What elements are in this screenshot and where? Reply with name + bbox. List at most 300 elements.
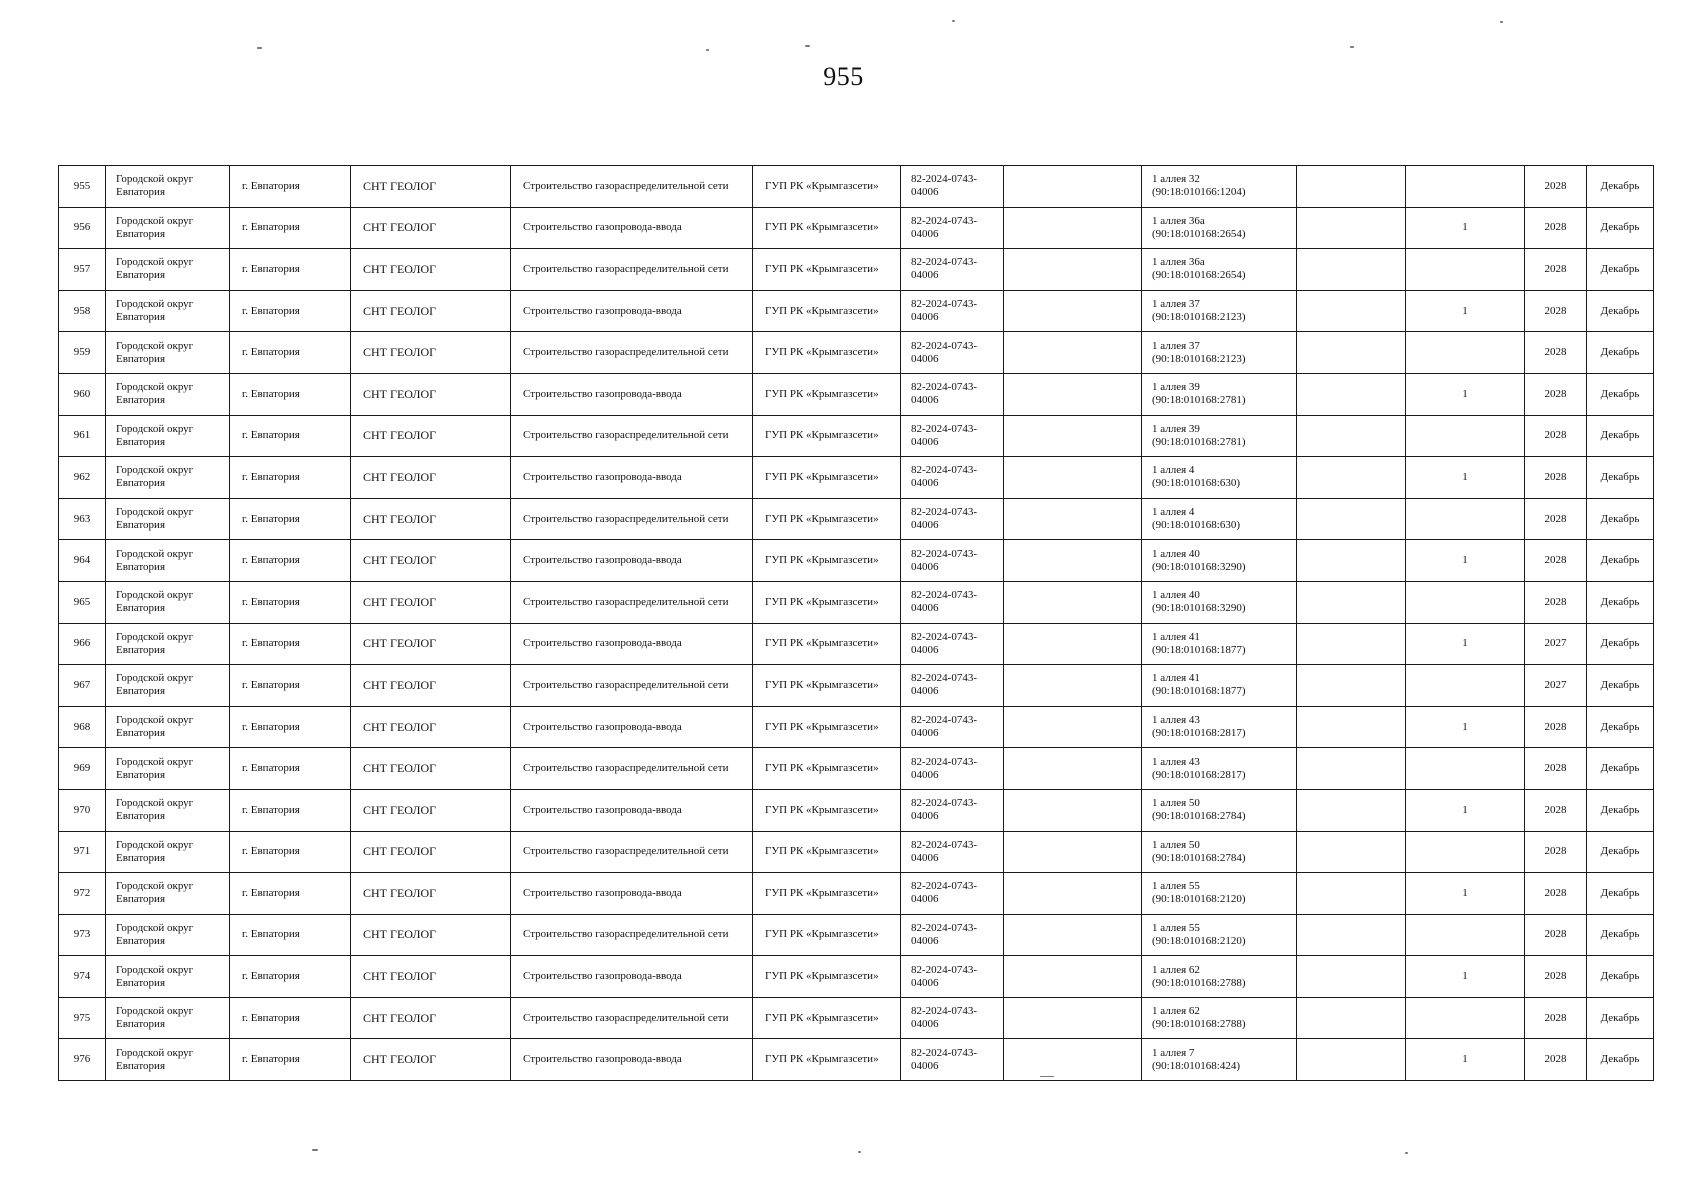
cell-work-type: Строительство газопровода-ввода [511, 540, 753, 582]
cell-work-type: Строительство газораспределительной сети [511, 415, 753, 457]
cell-city: г. Евпатория [230, 956, 351, 998]
cell-quantity: 1 [1406, 290, 1525, 332]
table-row [59, 873, 1654, 915]
cell-quantity: 1 [1406, 956, 1525, 998]
cell-work-type: Строительство газопровода-ввода [511, 623, 753, 665]
cell-address [1142, 623, 1297, 665]
cell-month: Декабрь [1587, 249, 1654, 291]
cell-empty [1004, 249, 1142, 291]
cell-number: 969 [59, 748, 106, 790]
cell-city: г. Евпатория [230, 332, 351, 374]
cell-year: 2028 [1525, 166, 1587, 208]
address-line: 1 аллея 50 [1152, 797, 1200, 810]
cell-empty [1004, 706, 1142, 748]
table-row [59, 166, 1654, 208]
cell-district: Городской округ Евпатория [106, 249, 230, 291]
cell-snt: СНТ ГЕОЛОГ [351, 581, 511, 623]
address-line: 1 аллея 36а [1152, 214, 1205, 227]
address-line: 1 аллея 39 [1152, 381, 1200, 394]
cell-program-code: 82-2024-0743-04006 [901, 457, 1004, 499]
cell-organization: ГУП РК «Крымгазсети» [753, 789, 901, 831]
cell-number: 970 [59, 789, 106, 831]
cell-quantity: 1 [1406, 373, 1525, 415]
cell-organization: ГУП РК «Крымгазсети» [753, 748, 901, 790]
cell-address [1142, 415, 1297, 457]
table-row [59, 581, 1654, 623]
cell-month: Декабрь [1587, 789, 1654, 831]
cell-address [1142, 831, 1297, 873]
cell-district: Городской округ Евпатория [106, 914, 230, 956]
cadastral-number: (90:18:010166:1204) [1152, 186, 1246, 199]
table-row [59, 748, 1654, 790]
cell-quantity [1406, 831, 1525, 873]
cell-district: Городской округ Евпатория [106, 748, 230, 790]
cell-number: 976 [59, 1039, 106, 1081]
cell-empty [1004, 748, 1142, 790]
cell-year: 2028 [1525, 997, 1587, 1039]
cell-empty [1297, 540, 1406, 582]
cell-program-code: 82-2024-0743-04006 [901, 748, 1004, 790]
address-line: 1 аллея 4 [1152, 464, 1195, 477]
cell-empty [1004, 956, 1142, 998]
cell-empty [1004, 665, 1142, 707]
cell-quantity [1406, 498, 1525, 540]
cadastral-number: (90:18:010168:3290) [1152, 602, 1246, 615]
cell-district: Городской округ Евпатория [106, 166, 230, 208]
cell-number: 968 [59, 706, 106, 748]
cell-organization: ГУП РК «Крымгазсети» [753, 415, 901, 457]
cell-number: 973 [59, 914, 106, 956]
cell-district: Городской округ Евпатория [106, 956, 230, 998]
cell-quantity: 1 [1406, 623, 1525, 665]
cell-year: 2028 [1525, 498, 1587, 540]
cell-program-code: 82-2024-0743-04006 [901, 789, 1004, 831]
cell-empty [1004, 457, 1142, 499]
cell-snt: СНТ ГЕОЛОГ [351, 831, 511, 873]
cadastral-number: (90:18:010168:2654) [1152, 227, 1246, 240]
address-line: 1 аллея 41 [1152, 630, 1200, 643]
cell-work-type: Строительство газораспределительной сети [511, 665, 753, 707]
cell-district: Городской округ Евпатория [106, 1039, 230, 1081]
cell-organization: ГУП РК «Крымгазсети» [753, 914, 901, 956]
address-line: 1 аллея 50 [1152, 838, 1200, 851]
cell-work-type: Строительство газопровода-ввода [511, 956, 753, 998]
cell-city: г. Евпатория [230, 540, 351, 582]
cell-month: Декабрь [1587, 665, 1654, 707]
cell-district: Городской округ Евпатория [106, 415, 230, 457]
cell-address [1142, 997, 1297, 1039]
cadastral-number: (90:18:010168:424) [1152, 1059, 1240, 1072]
cell-empty [1004, 540, 1142, 582]
cell-month: Декабрь [1587, 956, 1654, 998]
cell-month: Декабрь [1587, 540, 1654, 582]
address-line: 1 аллея 62 [1152, 963, 1200, 976]
cell-year: 2028 [1525, 789, 1587, 831]
cadastral-number: (90:18:010168:2788) [1152, 1018, 1246, 1031]
cell-work-type: Строительство газопровода-ввода [511, 789, 753, 831]
cell-address [1142, 290, 1297, 332]
cell-empty [1297, 623, 1406, 665]
cell-number: 959 [59, 332, 106, 374]
table-row [59, 415, 1654, 457]
cell-organization: ГУП РК «Крымгазсети» [753, 623, 901, 665]
address-line: 1 аллея 37 [1152, 339, 1200, 352]
cell-year: 2028 [1525, 748, 1587, 790]
cell-organization: ГУП РК «Крымгазсети» [753, 373, 901, 415]
cell-number: 963 [59, 498, 106, 540]
cadastral-number: (90:18:010168:2123) [1152, 352, 1246, 365]
cell-city: г. Евпатория [230, 207, 351, 249]
cell-month: Декабрь [1587, 1039, 1654, 1081]
cell-city: г. Евпатория [230, 415, 351, 457]
cell-address [1142, 166, 1297, 208]
cell-organization: ГУП РК «Крымгазсети» [753, 581, 901, 623]
cell-empty [1297, 706, 1406, 748]
cell-year: 2027 [1525, 665, 1587, 707]
cell-organization: ГУП РК «Крымгазсети» [753, 997, 901, 1039]
cell-city: г. Евпатория [230, 373, 351, 415]
scan-speck [858, 1151, 861, 1153]
cell-address [1142, 914, 1297, 956]
cell-snt: СНТ ГЕОЛОГ [351, 623, 511, 665]
cell-year: 2028 [1525, 332, 1587, 374]
cadastral-number: (90:18:010168:2817) [1152, 768, 1246, 781]
cell-address [1142, 581, 1297, 623]
cell-program-code: 82-2024-0743-04006 [901, 1039, 1004, 1081]
cell-city: г. Евпатория [230, 997, 351, 1039]
cell-organization: ГУП РК «Крымгазсети» [753, 831, 901, 873]
cell-program-code: 82-2024-0743-04006 [901, 373, 1004, 415]
cell-empty [1004, 1039, 1142, 1081]
cell-district: Городской округ Евпатория [106, 207, 230, 249]
cell-empty [1004, 498, 1142, 540]
cell-quantity [1406, 166, 1525, 208]
cell-city: г. Евпатория [230, 789, 351, 831]
cell-empty [1297, 831, 1406, 873]
cell-district: Городской округ Евпатория [106, 873, 230, 915]
cell-organization: ГУП РК «Крымгазсети» [753, 332, 901, 374]
cell-work-type: Строительство газораспределительной сети [511, 581, 753, 623]
address-line: 1 аллея 43 [1152, 714, 1200, 727]
cell-month: Декабрь [1587, 332, 1654, 374]
cell-work-type: Строительство газопровода-ввода [511, 373, 753, 415]
cadastral-number: (90:18:010168:630) [1152, 519, 1240, 532]
cell-number: 964 [59, 540, 106, 582]
cell-number: 962 [59, 457, 106, 499]
cell-year: 2028 [1525, 207, 1587, 249]
cell-number: 967 [59, 665, 106, 707]
cell-snt: СНТ ГЕОЛОГ [351, 290, 511, 332]
registry-table [58, 165, 1654, 1081]
cell-snt: СНТ ГЕОЛОГ [351, 540, 511, 582]
cell-address [1142, 498, 1297, 540]
cell-organization: ГУП РК «Крымгазсети» [753, 290, 901, 332]
cell-address [1142, 706, 1297, 748]
cell-quantity: 1 [1406, 540, 1525, 582]
cell-program-code: 82-2024-0743-04006 [901, 581, 1004, 623]
cell-snt: СНТ ГЕОЛОГ [351, 956, 511, 998]
cell-city: г. Евпатория [230, 873, 351, 915]
cell-address [1142, 249, 1297, 291]
cell-snt: СНТ ГЕОЛОГ [351, 166, 511, 208]
address-line: 1 аллея 40 [1152, 547, 1200, 560]
cell-quantity [1406, 665, 1525, 707]
cell-empty [1297, 665, 1406, 707]
cell-snt: СНТ ГЕОЛОГ [351, 997, 511, 1039]
cell-district: Городской округ Евпатория [106, 706, 230, 748]
cell-empty [1004, 207, 1142, 249]
cell-empty [1297, 997, 1406, 1039]
cell-address [1142, 457, 1297, 499]
cell-empty [1004, 789, 1142, 831]
cadastral-number: (90:18:010168:1877) [1152, 643, 1246, 656]
cell-snt: СНТ ГЕОЛОГ [351, 706, 511, 748]
cell-number: 974 [59, 956, 106, 998]
cell-program-code: 82-2024-0743-04006 [901, 831, 1004, 873]
cell-program-code: 82-2024-0743-04006 [901, 873, 1004, 915]
cell-program-code: 82-2024-0743-04006 [901, 956, 1004, 998]
address-line: 1 аллея 32 [1152, 173, 1200, 186]
cell-month: Декабрь [1587, 373, 1654, 415]
cell-snt: СНТ ГЕОЛОГ [351, 1039, 511, 1081]
cell-address [1142, 1039, 1297, 1081]
cell-empty [1004, 415, 1142, 457]
cell-address [1142, 956, 1297, 998]
table-body [59, 166, 1654, 1081]
cell-empty [1004, 166, 1142, 208]
cadastral-number: (90:18:010168:3290) [1152, 560, 1246, 573]
cell-year: 2028 [1525, 581, 1587, 623]
cell-address [1142, 873, 1297, 915]
cell-snt: СНТ ГЕОЛОГ [351, 373, 511, 415]
table-row [59, 831, 1654, 873]
cadastral-number: (90:18:010168:2123) [1152, 311, 1246, 324]
cell-quantity: 1 [1406, 207, 1525, 249]
cell-empty [1297, 166, 1406, 208]
cadastral-number: (90:18:010168:1877) [1152, 685, 1246, 698]
cell-snt: СНТ ГЕОЛОГ [351, 332, 511, 374]
cell-district: Городской округ Евпатория [106, 457, 230, 499]
cell-organization: ГУП РК «Крымгазсети» [753, 457, 901, 499]
cell-quantity [1406, 249, 1525, 291]
cell-empty [1297, 415, 1406, 457]
cell-year: 2028 [1525, 457, 1587, 499]
cell-city: г. Евпатория [230, 706, 351, 748]
cell-empty [1004, 623, 1142, 665]
cell-address [1142, 665, 1297, 707]
cell-program-code: 82-2024-0743-04006 [901, 290, 1004, 332]
cadastral-number: (90:18:010168:2784) [1152, 810, 1246, 823]
cell-snt: СНТ ГЕОЛОГ [351, 914, 511, 956]
cell-work-type: Строительство газопровода-ввода [511, 207, 753, 249]
cell-empty [1004, 831, 1142, 873]
cell-district: Городской округ Евпатория [106, 332, 230, 374]
cell-work-type: Строительство газопровода-ввода [511, 706, 753, 748]
cell-empty [1297, 748, 1406, 790]
address-line: 1 аллея 40 [1152, 589, 1200, 602]
cell-empty [1004, 997, 1142, 1039]
table-row [59, 623, 1654, 665]
cell-number: 958 [59, 290, 106, 332]
scan-speck [1350, 46, 1354, 48]
cell-work-type: Строительство газораспределительной сети [511, 748, 753, 790]
cell-address [1142, 332, 1297, 374]
cell-city: г. Евпатория [230, 748, 351, 790]
table-row [59, 914, 1654, 956]
table-row [59, 789, 1654, 831]
cell-month: Декабрь [1587, 831, 1654, 873]
cell-snt: СНТ ГЕОЛОГ [351, 207, 511, 249]
cell-district: Городской округ Евпатория [106, 997, 230, 1039]
cell-city: г. Евпатория [230, 914, 351, 956]
cell-month: Декабрь [1587, 914, 1654, 956]
cell-year: 2028 [1525, 706, 1587, 748]
cell-quantity [1406, 748, 1525, 790]
cell-empty [1297, 789, 1406, 831]
address-line: 1 аллея 7 [1152, 1046, 1195, 1059]
cell-quantity: 1 [1406, 457, 1525, 499]
cell-program-code: 82-2024-0743-04006 [901, 332, 1004, 374]
cell-work-type: Строительство газораспределительной сети [511, 249, 753, 291]
cell-year: 2028 [1525, 1039, 1587, 1081]
cell-empty [1004, 914, 1142, 956]
cell-empty [1004, 873, 1142, 915]
cell-month: Декабрь [1587, 581, 1654, 623]
cell-empty [1297, 914, 1406, 956]
cell-number: 955 [59, 166, 106, 208]
cadastral-number: (90:18:010168:2120) [1152, 934, 1246, 947]
cell-empty [1004, 332, 1142, 374]
cell-empty [1297, 373, 1406, 415]
cell-quantity: 1 [1406, 789, 1525, 831]
cell-district: Городской округ Евпатория [106, 665, 230, 707]
cadastral-number: (90:18:010168:2788) [1152, 976, 1246, 989]
cell-program-code: 82-2024-0743-04006 [901, 249, 1004, 291]
cell-quantity [1406, 914, 1525, 956]
cell-address [1142, 207, 1297, 249]
cell-work-type: Строительство газораспределительной сети [511, 498, 753, 540]
table-row [59, 540, 1654, 582]
cadastral-number: (90:18:010168:630) [1152, 477, 1240, 490]
cell-program-code: 82-2024-0743-04006 [901, 997, 1004, 1039]
cell-empty [1297, 1039, 1406, 1081]
cell-snt: СНТ ГЕОЛОГ [351, 249, 511, 291]
scan-speck [1040, 1076, 1054, 1077]
cell-quantity: 1 [1406, 873, 1525, 915]
cell-snt: СНТ ГЕОЛОГ [351, 415, 511, 457]
cell-snt: СНТ ГЕОЛОГ [351, 873, 511, 915]
address-line: 1 аллея 4 [1152, 506, 1195, 519]
cadastral-number: (90:18:010168:2781) [1152, 394, 1246, 407]
cell-city: г. Евпатория [230, 457, 351, 499]
cell-program-code: 82-2024-0743-04006 [901, 706, 1004, 748]
cell-organization: ГУП РК «Крымгазсети» [753, 956, 901, 998]
table-row [59, 1039, 1654, 1081]
cell-snt: СНТ ГЕОЛОГ [351, 748, 511, 790]
address-line: 1 аллея 36а [1152, 256, 1205, 269]
address-line: 1 аллея 39 [1152, 422, 1200, 435]
cell-address [1142, 789, 1297, 831]
cell-work-type: Строительство газопровода-ввода [511, 457, 753, 499]
cell-city: г. Евпатория [230, 290, 351, 332]
cell-empty [1297, 956, 1406, 998]
cell-empty [1297, 207, 1406, 249]
cell-year: 2028 [1525, 914, 1587, 956]
cell-snt: СНТ ГЕОЛОГ [351, 665, 511, 707]
cell-organization: ГУП РК «Крымгазсети» [753, 498, 901, 540]
cell-month: Декабрь [1587, 415, 1654, 457]
cell-work-type: Строительство газораспределительной сети [511, 997, 753, 1039]
cell-district: Городской округ Евпатория [106, 498, 230, 540]
cell-work-type: Строительство газопровода-ввода [511, 1039, 753, 1081]
table-row [59, 665, 1654, 707]
cell-program-code: 82-2024-0743-04006 [901, 415, 1004, 457]
cell-work-type: Строительство газораспределительной сети [511, 914, 753, 956]
cell-program-code: 82-2024-0743-04006 [901, 498, 1004, 540]
cell-organization: ГУП РК «Крымгазсети» [753, 873, 901, 915]
scan-speck [805, 45, 810, 47]
cell-month: Декабрь [1587, 290, 1654, 332]
address-line: 1 аллея 41 [1152, 672, 1200, 685]
scan-speck [706, 49, 709, 51]
cell-snt: СНТ ГЕОЛОГ [351, 457, 511, 499]
table-row [59, 290, 1654, 332]
cell-program-code: 82-2024-0743-04006 [901, 540, 1004, 582]
cell-month: Декабрь [1587, 997, 1654, 1039]
table-row [59, 249, 1654, 291]
cell-quantity [1406, 332, 1525, 374]
table-row [59, 997, 1654, 1039]
cell-quantity: 1 [1406, 1039, 1525, 1081]
cell-year: 2027 [1525, 623, 1587, 665]
cell-city: г. Евпатория [230, 665, 351, 707]
cell-work-type: Строительство газораспределительной сети [511, 332, 753, 374]
cell-empty [1004, 373, 1142, 415]
table-row [59, 956, 1654, 998]
cell-snt: СНТ ГЕОЛОГ [351, 789, 511, 831]
cell-number: 965 [59, 581, 106, 623]
cell-number: 971 [59, 831, 106, 873]
cell-city: г. Евпатория [230, 581, 351, 623]
cell-work-type: Строительство газопровода-ввода [511, 873, 753, 915]
cell-empty [1297, 249, 1406, 291]
cell-quantity [1406, 997, 1525, 1039]
cell-program-code: 82-2024-0743-04006 [901, 914, 1004, 956]
cell-number: 966 [59, 623, 106, 665]
cell-month: Декабрь [1587, 166, 1654, 208]
table-row [59, 706, 1654, 748]
scan-speck [952, 20, 955, 22]
cell-quantity [1406, 581, 1525, 623]
scan-speck [1405, 1152, 1408, 1154]
cell-year: 2028 [1525, 831, 1587, 873]
cell-number: 960 [59, 373, 106, 415]
cell-address [1142, 540, 1297, 582]
cadastral-number: (90:18:010168:2781) [1152, 435, 1246, 448]
cell-month: Декабрь [1587, 748, 1654, 790]
address-line: 1 аллея 37 [1152, 298, 1200, 311]
cell-year: 2028 [1525, 249, 1587, 291]
cell-city: г. Евпатория [230, 249, 351, 291]
cell-district: Городской округ Евпатория [106, 373, 230, 415]
cell-organization: ГУП РК «Крымгазсети» [753, 665, 901, 707]
table-row [59, 207, 1654, 249]
address-line: 1 аллея 62 [1152, 1005, 1200, 1018]
cell-work-type: Строительство газораспределительной сети [511, 166, 753, 208]
cell-work-type: Строительство газораспределительной сети [511, 831, 753, 873]
cell-empty [1297, 873, 1406, 915]
cell-month: Декабрь [1587, 457, 1654, 499]
